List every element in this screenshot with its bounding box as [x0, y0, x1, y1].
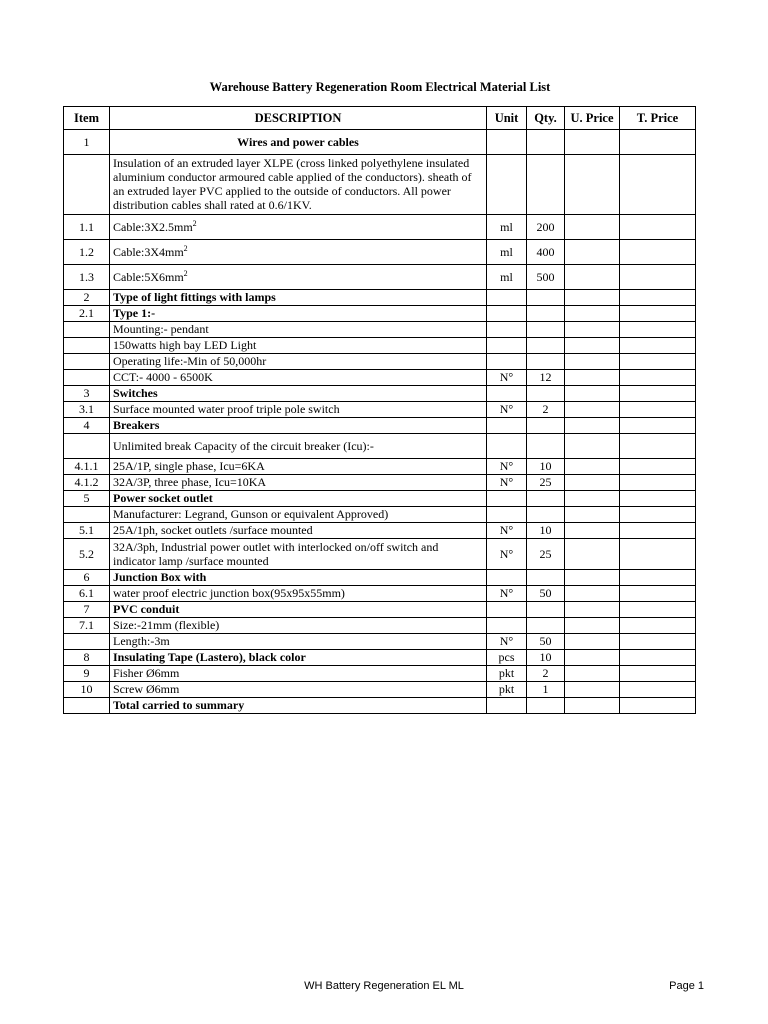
item-number-cell: 5.1	[64, 522, 110, 538]
description-cell	[110, 697, 487, 713]
unit-price-cell	[565, 665, 620, 681]
total-price-cell	[620, 697, 696, 713]
description-cell	[110, 321, 487, 337]
description-text: Insulating Tape (Lastero), black color	[113, 650, 306, 665]
description-cell	[110, 130, 487, 155]
qty-cell	[527, 490, 565, 506]
qty-cell: 400	[527, 239, 565, 264]
item-number-cell	[64, 337, 110, 353]
total-price-cell	[620, 569, 696, 585]
item-number-cell	[64, 155, 110, 215]
item-number-cell: 7.1	[64, 617, 110, 633]
description-text: Cable:3X2.5mm	[113, 219, 193, 234]
item-number-cell: 1.1	[64, 214, 110, 239]
unit-cell	[487, 130, 527, 155]
qty-cell	[527, 697, 565, 713]
unit-price-cell	[565, 458, 620, 474]
total-price-cell	[620, 130, 696, 155]
superscript-exponent: 2	[183, 268, 188, 278]
description-cell	[110, 239, 487, 264]
unit-price-cell	[565, 369, 620, 385]
unit-cell: N°	[487, 369, 527, 385]
description-cell	[110, 458, 487, 474]
unit-price-cell	[565, 490, 620, 506]
total-price-cell	[620, 214, 696, 239]
description-text: Wires and power cables	[237, 134, 359, 149]
unit-cell: N°	[487, 401, 527, 417]
unit-price-cell	[565, 474, 620, 490]
unit-price-cell	[565, 417, 620, 433]
table-row	[64, 305, 696, 321]
unit-price-cell	[565, 239, 620, 264]
total-price-cell	[620, 353, 696, 369]
description-text: Manufacturer: Legrand, Gunson or equivalent Approved)	[113, 507, 389, 522]
table-row	[64, 289, 696, 305]
table-row	[64, 538, 696, 569]
table-row	[64, 665, 696, 681]
description-cell	[110, 490, 487, 506]
item-number-cell: 5.2	[64, 538, 110, 569]
qty-cell: 10	[527, 458, 565, 474]
unit-price-cell	[565, 353, 620, 369]
item-number-cell	[64, 369, 110, 385]
description-text: 25A/1P, single phase, Icu=6KA	[113, 459, 265, 474]
unit-price-cell	[565, 433, 620, 458]
description-text: Fisher Ø6mm	[113, 666, 180, 681]
item-number-cell: 6.1	[64, 585, 110, 601]
description-text: Operating life:-Min of 50,000hr	[113, 354, 267, 369]
description-cell	[110, 353, 487, 369]
table-row	[64, 458, 696, 474]
total-price-cell	[620, 649, 696, 665]
table-row	[64, 239, 696, 264]
table-row	[64, 214, 696, 239]
total-price-cell	[620, 385, 696, 401]
description-text: CCT:- 4000 - 6500K	[113, 370, 213, 385]
total-price-cell	[620, 633, 696, 649]
description-text: Screw Ø6mm	[113, 682, 180, 697]
unit-price-cell	[565, 214, 620, 239]
unit-cell: ml	[487, 264, 527, 289]
item-number-cell	[64, 321, 110, 337]
table-row	[64, 506, 696, 522]
header-unit-price: U. Price	[565, 107, 620, 130]
unit-cell: N°	[487, 538, 527, 569]
item-number-cell: 2.1	[64, 305, 110, 321]
total-price-cell	[620, 155, 696, 215]
table-header-row	[64, 107, 696, 130]
table-row	[64, 321, 696, 337]
unit-price-cell	[565, 401, 620, 417]
unit-price-cell	[565, 649, 620, 665]
qty-cell: 2	[527, 665, 565, 681]
header-unit: Unit	[487, 107, 527, 130]
description-text: Unlimited break Capacity of the circuit breaker (Icu):-	[113, 438, 374, 453]
qty-cell: 10	[527, 522, 565, 538]
description-cell	[110, 337, 487, 353]
total-price-cell	[620, 474, 696, 490]
table-row	[64, 155, 696, 215]
qty-cell	[527, 353, 565, 369]
table-row	[64, 385, 696, 401]
description-text: Length:-3m	[113, 634, 170, 649]
qty-cell	[527, 417, 565, 433]
description-cell	[110, 433, 487, 458]
total-price-cell	[620, 585, 696, 601]
description-cell	[110, 155, 487, 215]
unit-cell: pkt	[487, 665, 527, 681]
unit-cell	[487, 385, 527, 401]
item-number-cell	[64, 697, 110, 713]
superscript-exponent: 2	[192, 218, 197, 228]
description-cell	[110, 665, 487, 681]
table-row	[64, 490, 696, 506]
total-price-cell	[620, 305, 696, 321]
total-price-cell	[620, 506, 696, 522]
description-cell	[110, 305, 487, 321]
description-text: water proof electric junction box(95x95x55mm)	[113, 586, 345, 601]
table-row	[64, 474, 696, 490]
unit-cell	[487, 697, 527, 713]
total-price-cell	[620, 401, 696, 417]
description-cell	[110, 385, 487, 401]
table-row	[64, 264, 696, 289]
unit-cell: ml	[487, 239, 527, 264]
qty-cell	[527, 155, 565, 215]
header-item: Item	[64, 107, 110, 130]
unit-price-cell	[565, 697, 620, 713]
description-text: Power socket outlet	[113, 491, 213, 506]
total-price-cell	[620, 490, 696, 506]
unit-cell: N°	[487, 474, 527, 490]
header-total-price: T. Price	[620, 107, 696, 130]
qty-cell: 12	[527, 369, 565, 385]
unit-cell	[487, 569, 527, 585]
unit-cell	[487, 417, 527, 433]
footer-page-number: Page 1	[669, 980, 704, 992]
table-row	[64, 697, 696, 713]
description-text: Type 1:-	[113, 306, 156, 321]
item-number-cell: 9	[64, 665, 110, 681]
description-text: Switches	[113, 386, 158, 401]
description-cell	[110, 214, 487, 239]
unit-cell: N°	[487, 585, 527, 601]
item-number-cell: 3.1	[64, 401, 110, 417]
total-price-cell	[620, 665, 696, 681]
table-row	[64, 681, 696, 697]
unit-cell	[487, 433, 527, 458]
unit-price-cell	[565, 321, 620, 337]
description-text: Mounting:- pendant	[113, 322, 209, 337]
item-number-cell: 1	[64, 130, 110, 155]
total-price-cell	[620, 264, 696, 289]
description-text: 32A/3P, three phase, Icu=10KA	[113, 475, 267, 490]
unit-cell	[487, 155, 527, 215]
description-cell	[110, 369, 487, 385]
qty-cell	[527, 433, 565, 458]
unit-cell: N°	[487, 633, 527, 649]
description-cell	[110, 264, 487, 289]
qty-cell: 500	[527, 264, 565, 289]
unit-cell	[487, 305, 527, 321]
table-row	[64, 601, 696, 617]
item-number-cell	[64, 433, 110, 458]
description-text: Size:-21mm (flexible)	[113, 618, 220, 633]
table-row	[64, 337, 696, 353]
description-cell	[110, 585, 487, 601]
unit-cell	[487, 601, 527, 617]
unit-cell: N°	[487, 458, 527, 474]
description-text: Cable:3X4mm	[113, 244, 184, 259]
description-cell	[110, 538, 487, 569]
header-description: DESCRIPTION	[110, 107, 487, 130]
table-row	[64, 353, 696, 369]
material-list-table	[63, 106, 696, 714]
item-number-cell: 4.1.1	[64, 458, 110, 474]
superscript-exponent: 2	[183, 243, 188, 253]
table-row	[64, 369, 696, 385]
unit-price-cell	[565, 681, 620, 697]
table-row	[64, 433, 696, 458]
unit-price-cell	[565, 289, 620, 305]
item-number-cell	[64, 506, 110, 522]
description-cell	[110, 417, 487, 433]
unit-price-cell	[565, 617, 620, 633]
total-price-cell	[620, 433, 696, 458]
description-cell	[110, 506, 487, 522]
total-price-cell	[620, 458, 696, 474]
item-number-cell: 4.1.2	[64, 474, 110, 490]
total-price-cell	[620, 681, 696, 697]
qty-cell	[527, 289, 565, 305]
description-cell	[110, 601, 487, 617]
qty-cell	[527, 321, 565, 337]
qty-cell	[527, 305, 565, 321]
table-row	[64, 569, 696, 585]
qty-cell	[527, 506, 565, 522]
description-text: 32A/3ph, Industrial power outlet with interlocked on/off switch and indicator lamp /surface mounted	[113, 539, 439, 568]
qty-cell: 25	[527, 538, 565, 569]
total-price-cell	[620, 321, 696, 337]
description-cell	[110, 569, 487, 585]
item-number-cell: 1.3	[64, 264, 110, 289]
description-text: 150watts high bay LED Light	[113, 338, 257, 353]
item-number-cell	[64, 633, 110, 649]
description-cell	[110, 633, 487, 649]
unit-price-cell	[565, 130, 620, 155]
table-row	[64, 401, 696, 417]
item-number-cell: 1.2	[64, 239, 110, 264]
qty-cell	[527, 337, 565, 353]
unit-price-cell	[565, 633, 620, 649]
qty-cell: 50	[527, 633, 565, 649]
unit-cell	[487, 617, 527, 633]
description-text: 25A/1ph, socket outlets /surface mounted	[113, 523, 313, 538]
item-number-cell: 4	[64, 417, 110, 433]
unit-price-cell	[565, 601, 620, 617]
item-number-cell: 8	[64, 649, 110, 665]
total-price-cell	[620, 369, 696, 385]
header-qty: Qty.	[527, 107, 565, 130]
item-number-cell	[64, 353, 110, 369]
table-row	[64, 130, 696, 155]
description-cell	[110, 681, 487, 697]
table-row	[64, 633, 696, 649]
unit-cell	[487, 353, 527, 369]
total-price-cell	[620, 417, 696, 433]
description-text: Junction Box with	[113, 570, 207, 585]
unit-price-cell	[565, 155, 620, 215]
unit-price-cell	[565, 585, 620, 601]
table-row	[64, 417, 696, 433]
qty-cell: 25	[527, 474, 565, 490]
unit-price-cell	[565, 506, 620, 522]
item-number-cell: 3	[64, 385, 110, 401]
unit-price-cell	[565, 305, 620, 321]
unit-price-cell	[565, 385, 620, 401]
total-price-cell	[620, 538, 696, 569]
unit-cell	[487, 289, 527, 305]
unit-price-cell	[565, 538, 620, 569]
description-text: Surface mounted water proof triple pole switch	[113, 402, 340, 417]
total-price-cell	[620, 239, 696, 264]
total-price-cell	[620, 617, 696, 633]
qty-cell	[527, 601, 565, 617]
unit-cell: pcs	[487, 649, 527, 665]
description-text: Insulation of an extruded layer XLPE (cross linked polyethylene insulated aluminium conductor armoured cable applied of the conductors). sheath of an extruded layer PVC applied to the outside of conductors. All power distribution cables shall rated at 0.6/1KV.	[113, 156, 472, 213]
unit-cell	[487, 337, 527, 353]
total-price-cell	[620, 522, 696, 538]
footer-document-name: WH Battery Regeneration EL ML	[304, 980, 464, 992]
table-row	[64, 617, 696, 633]
qty-cell: 10	[527, 649, 565, 665]
qty-cell: 50	[527, 585, 565, 601]
qty-cell: 200	[527, 214, 565, 239]
description-text: Type of light fittings with lamps	[113, 290, 276, 305]
item-number-cell: 7	[64, 601, 110, 617]
qty-cell	[527, 385, 565, 401]
item-number-cell: 2	[64, 289, 110, 305]
description-cell	[110, 401, 487, 417]
total-price-cell	[620, 601, 696, 617]
unit-cell	[487, 490, 527, 506]
unit-price-cell	[565, 522, 620, 538]
unit-cell: N°	[487, 522, 527, 538]
description-text: Total carried to summary	[113, 698, 245, 713]
description-text: Breakers	[113, 418, 160, 433]
unit-price-cell	[565, 264, 620, 289]
description-text: Cable:5X6mm	[113, 269, 184, 284]
description-cell	[110, 617, 487, 633]
description-cell	[110, 474, 487, 490]
description-cell	[110, 649, 487, 665]
qty-cell: 1	[527, 681, 565, 697]
qty-cell	[527, 569, 565, 585]
unit-cell	[487, 506, 527, 522]
qty-cell: 2	[527, 401, 565, 417]
item-number-cell: 10	[64, 681, 110, 697]
total-price-cell	[620, 337, 696, 353]
qty-cell	[527, 617, 565, 633]
table-row	[64, 585, 696, 601]
description-cell	[110, 522, 487, 538]
unit-cell: pkt	[487, 681, 527, 697]
qty-cell	[527, 130, 565, 155]
unit-cell: ml	[487, 214, 527, 239]
document-title: Warehouse Battery Regeneration Room Electrical Material List	[209, 80, 551, 94]
description-cell	[110, 289, 487, 305]
total-price-cell	[620, 289, 696, 305]
unit-cell	[487, 321, 527, 337]
table-row	[64, 522, 696, 538]
item-number-cell: 5	[64, 490, 110, 506]
description-text: PVC conduit	[113, 602, 180, 617]
unit-price-cell	[565, 569, 620, 585]
item-number-cell: 6	[64, 569, 110, 585]
unit-price-cell	[565, 337, 620, 353]
table-row	[64, 649, 696, 665]
